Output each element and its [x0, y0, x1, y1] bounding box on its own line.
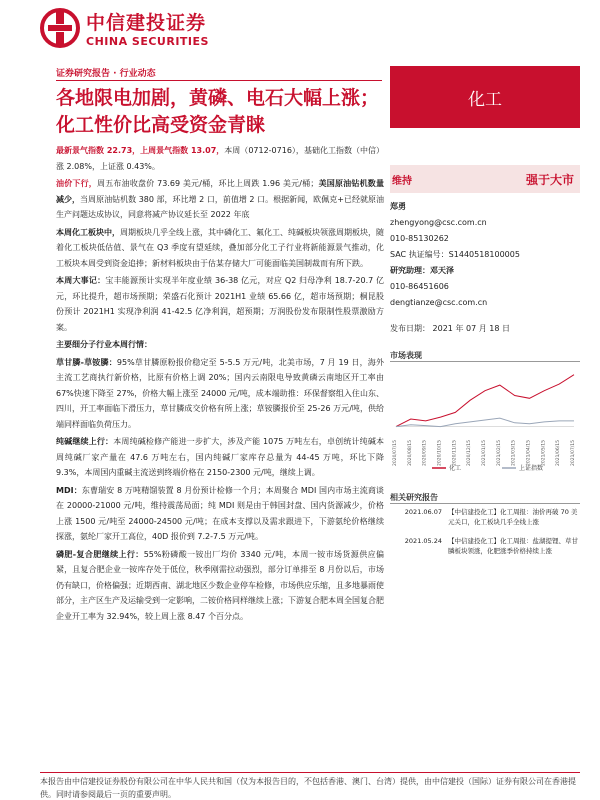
related-list: [390, 508, 580, 566]
sidebar: [390, 165, 580, 337]
x-tick-label: 2021/07/15: [571, 440, 576, 466]
analyst-name: 郑勇: [390, 202, 406, 211]
paragraph-fertilizer: [56, 547, 384, 625]
analyst-phone: 010-85130262: [390, 234, 449, 243]
market-chart: [392, 364, 578, 474]
footer-disclaimer: 本报告由中信建投证券股份有限公司在中华人民共和国（仅为本报告目的，不包括香港、澳门、台湾）提供，由中信建投（国际）证券有限公司在香港提供。同时请参阅最后一页的重要声明。: [40, 772, 580, 800]
logo-text: [86, 8, 209, 48]
paragraph-subsectors: [56, 337, 384, 353]
events-bold: 本周大事记：: [56, 276, 106, 285]
report-category: 证券研究报告 · 行业动态: [56, 69, 156, 79]
market-title: 市场表现: [390, 351, 422, 360]
rating-bar: [390, 165, 580, 193]
x-tick-label: 2020/07/15: [393, 440, 398, 466]
x-tick-label: 2021/05/15: [541, 440, 547, 466]
index-highlight: 最新景气指数 22.73，上周景气指数 13.07，: [56, 146, 225, 155]
related-text: 【中信建投化工】化工周报：油价再破 70 美元关口，化工板块几乎全线上涨: [448, 508, 578, 526]
mdi-bold: MDI：: [56, 485, 82, 495]
oil-highlight: 油价下行，: [56, 179, 98, 188]
divider: [390, 361, 580, 362]
sector-text: 周期板块几乎全线上涨，其中磷化工、氟化工、纯碱板块领涨周期板块，随着化工板块低估值、景气在 Q3 季度有望延续，叠加部分化工子行业将新能源景气推动，化工板块本周受到资金追捧；新材料板块由于估某存储大厂可能面临美国制裁而有所下跌。: [56, 227, 384, 268]
list-item[interactable]: [390, 537, 580, 556]
rating-value: 强于大市: [525, 172, 574, 187]
analyst-info: [390, 199, 580, 311]
oil-bold: 美国原油钻机数量减少，: [56, 179, 384, 204]
x-tick-label: 2021/03/15: [511, 440, 517, 466]
market-chart-svg: [392, 364, 578, 474]
assistant-email: dengtianze@csc.com.cn: [390, 298, 488, 307]
related-date: 2021.06.07: [404, 508, 442, 516]
paragraph-events: [56, 273, 384, 335]
header: [40, 8, 209, 48]
analyst-email: zhengyong@csc.com.cn: [390, 218, 487, 227]
rating-label: 维持: [392, 175, 412, 187]
related-title: 相关研究报告: [390, 493, 438, 502]
x-tick-label: 2020/12/15: [467, 440, 473, 466]
paragraph-oil: [56, 176, 384, 223]
divider: [390, 503, 580, 504]
x-tick-label: 2020/09/15: [422, 440, 428, 466]
x-tick-label: 2021/02/15: [496, 440, 502, 466]
list-item[interactable]: [390, 508, 580, 527]
mdi-text: 东曹瑞安 8 万吨精馏装置 8 月份预计检修一个月；本周聚合 MDI 国内市场主流商谈在 20000-21000 元/吨，维持震荡局面；纯 MDI 则是由于韩国封盘、国内货源减少，价格上涨 1500 元/吨至 24000-24500 元/吨；在成本支撑以及需求跟进下，下游氨纶价格继续探涨，氨纶厂家开工高位，40D 报价到 7.2-7.5 万元/吨。: [56, 485, 385, 541]
page-title: 各地限电加剧，黄磷、电石大幅上涨；化工性价比高受资金青睐: [56, 87, 380, 136]
fertilizer-bold: 磷肥-复合肥继续上行：: [56, 549, 144, 559]
paragraph-glyphosate: [56, 355, 384, 433]
subsectors-bold: 主要细分子行业本周行情：: [56, 340, 152, 349]
sector-label: 化工: [390, 66, 580, 128]
series-line-1: [396, 418, 574, 427]
analyst-sac: SAC 执证编号：S1440518100005: [390, 250, 520, 259]
related-text: 【中信建投化工】化工周报：盐湖提锂、草甘膦板块领涨，化肥涨季价格持续上涨: [448, 537, 578, 555]
paragraph-sector: [56, 225, 384, 272]
series-line-0: [396, 375, 574, 427]
x-tick-label: 2020/10/15: [437, 440, 443, 466]
oil-text-a: 周五布油收盘价 73.69 美元/桶，环比上周跌 1.96 美元/桶；: [97, 179, 319, 188]
soda-text: 本周纯碱检修产能进一步扩大，涉及产能 1075 万吨左右，卓创统计纯碱本周纯碱厂家产量在 47.6 万吨左右，国内纯碱厂家库存总量为 44-45 万吨，环比下降 9.3%，本周国内重碱主流送到终端价格在 2150-2300 元/吨，继续上调。: [56, 437, 385, 477]
glyphosate-bold: 草甘膦-草铵膦：: [56, 357, 117, 367]
soda-bold: 纯碱继续上行：: [56, 437, 114, 446]
assistant-phone: 010-86451606: [390, 282, 449, 291]
legend-label: 上证指数: [519, 465, 544, 472]
logo-cn: 中信建投证券: [86, 12, 207, 34]
fertilizer-text: 55%粉磷酸一铵出厂均价 3340 元/吨，本周一铵市场货源供应偏紧，且复合肥企业一铵库存处于低位，秋季刚需拉动强烈，部分订单排至 8 月份以后，市场仍有缺口，价格偏强；近期西南、湖北地区少数企业停车检修，市场供应乐缩，且多地暴雨使部分，主产区生产及运输受到一定影响，二铵价格同样继续上涨；下游复合肥本周全国复合肥企业开工率为 32.94%，较上周上涨 8.47 个百分点。: [56, 549, 385, 621]
x-tick-label: 2021/01/15: [482, 440, 487, 466]
events-text: 宝丰能源预计实现半年度业绩 36-38 亿元，对应 Q2 归母净利 18.7-20.7 亿元，环比提升，超市场预期；荣盛石化预计 2021H1 业绩 65.66 亿，超市场预期；桐昆股份预计 2021H1 实现净利润 41-42.5 亿净利润，超预期；万润股份发布限制性股票激励方案。: [56, 276, 384, 332]
logo-icon: [40, 8, 80, 48]
paragraph-mdi: [56, 483, 384, 545]
logo-en: CHINA SECURITIES: [86, 35, 209, 48]
divider: [56, 80, 382, 81]
related-date: 2021.05.24: [404, 537, 442, 545]
legend-label: 化工: [449, 465, 462, 472]
index-text: 本周（0712-0716），基础化工指数（中信）涨 2.08%，上证涨 0.43%。: [56, 146, 384, 171]
x-tick-label: 2021/06/15: [556, 440, 562, 466]
x-tick-label: 2020/11/15: [452, 440, 458, 466]
oil-text-c: 当周原油钻机数 380 部，环比增 2 口，前值增 2 口。根据新闻，欧佩克+已经就原油生产问题达成协议，同意将减产协议延长至 2022 年底: [56, 194, 384, 219]
sector-bold: 本周化工板块中，: [56, 227, 120, 237]
x-tick-label: 2020/08/15: [407, 440, 413, 466]
paragraph-soda: [56, 434, 384, 481]
publish-date: 发布日期： 2021 年 07 月 18 日: [390, 324, 510, 333]
assistant-name: 研究助理：邓天泽: [390, 266, 454, 275]
glyphosate-text: 95%草甘膦原粉报价稳定至 5-5.5 万元/吨，北美市场，7 月 19 日，海外主流工艺商执行新价格，比原有价格上调 20%；国内云南限电导致黄磷云南地区开工率由 67%快速下降至 27%，价格大幅上涨至 24000 元/吨，成本端助推：环保督察组入住山东、四川，开工率面临下滑压力，草甘膦成交价格有所上涨；草铵膦报价至 25-26 万元/吨，供给端同样面临负荷压力。: [56, 357, 384, 429]
report-body: [56, 143, 384, 626]
paragraph-index: [56, 143, 384, 174]
x-tick-label: 2021/04/15: [526, 440, 532, 466]
